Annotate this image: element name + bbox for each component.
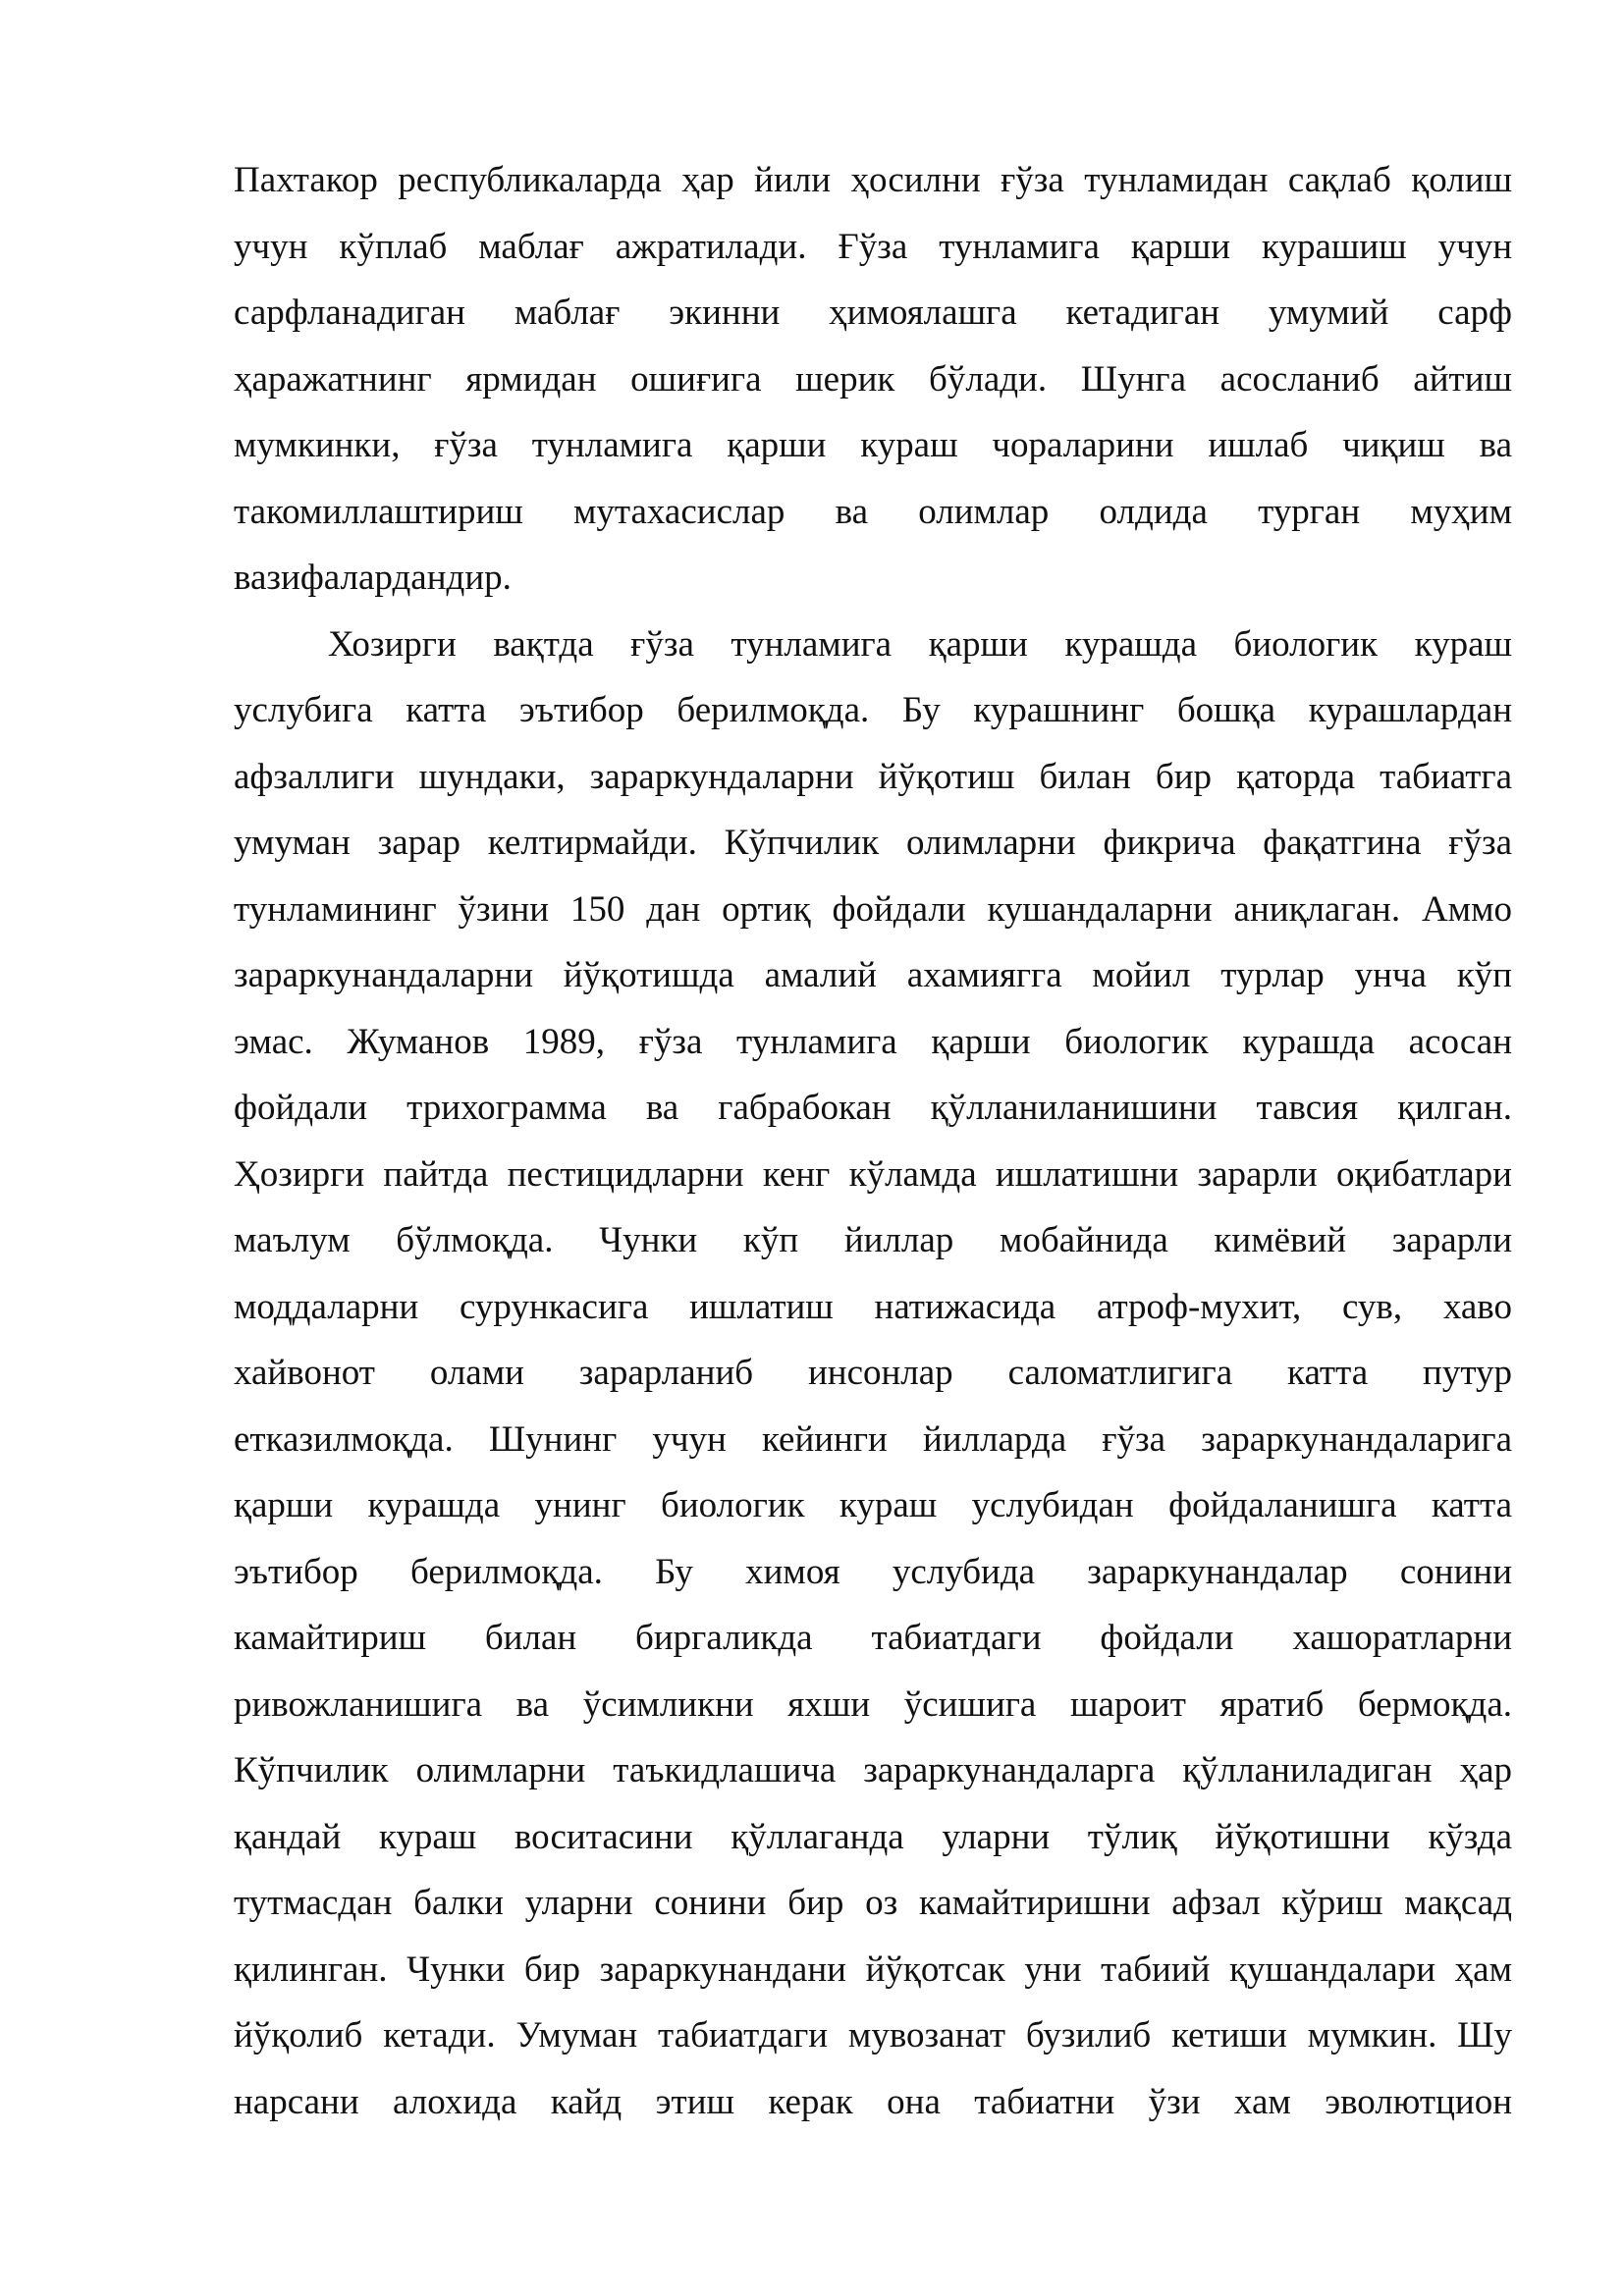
text-line: такомиллаштириш мутахасислар ва олимлар олдида турган муҳим [234,491,1512,532]
text-line: Пахтакор республикаларда ҳар йили ҳосилни ғўза тунламидан сақлаб қолиш [234,160,1512,200]
text-line: афзаллиги шундаки, зараркундаларни йўқотиш билан бир қаторда табиатга [234,756,1512,797]
text-line: умуман зарар келтирмайди. Кўпчилик олимларни фикрича фақатгина ғўза [234,823,1512,863]
text-line: услубига катта эътибор берилмоқда. Бу курашнинг бошқа курашлардан [234,690,1512,730]
text-line: нарсани алохида кайд этиш керак она табиатни ўзи хам эволютцион [234,2081,1512,2122]
text-line: қандай кураш воситасини қўллаганда уларни тўлиқ йўқотишни кўзда [234,1816,1512,1857]
text-line: зараркунандаларни йўқотишда амалий ахамиягга мойил турлар унча кўп [234,955,1512,995]
body-text [234,147,1512,2135]
text-line: тунламининг ўзини 150 дан ортиқ фойдали кушандаларни аниқлаган. Аммо [234,888,1512,930]
text-line: етказилмоқда. Шунинг учун кейинги йилларда ғўза зараркунандаларига [234,1418,1512,1460]
text-line: Ҳозирги пайтда пестицидларни кенг кўламда ишлатишни зарарли оқибатлари [234,1153,1512,1195]
text-line: Кўпчилик олимларни таъкидлашича зараркунандаларга қўлланиладиган ҳар [234,1750,1512,1790]
text-line: эътибор берилмоқда. Бу химоя услубида зараркунандалар сонини [234,1551,1512,1592]
text-line: Хозирги вақтда ғўза тунламига қарши курашда биологик кураш [328,623,1512,665]
text-line: хайвонот олами зарарланиб инсонлар саломатлигига катта путур [234,1353,1512,1393]
text-line: эмас. Жуманов 1989, ғўза тунламига қарши биологик курашда асосан [234,1021,1512,1062]
text-line: қарши курашда унинг биологик кураш услубидан фойдаланишга катта [234,1485,1512,1525]
text-line: вазифалардандир. [234,558,512,598]
text-line: сарфланадиган маблағ экинни ҳимоялашга кетадиган умумий сарф [234,293,1512,333]
text-line: тутмасдан балки уларни сонини бир оз камайтиришни афзал кўриш мақсад [234,1883,1512,1923]
text-line: мумкинки, ғўза тунламига қарши кураш чораларини ишлаб чиқиш ва [234,425,1512,465]
text-line: фойдали трихограмма ва габрабокан қўлланиланишини тавсия қилган. [234,1088,1512,1128]
text-line: маълум бўлмоқда. Чунки кўп йиллар мобайнида кимёвий зарарли [234,1220,1512,1260]
text-line: учун кўплаб маблағ ажратилади. Ғўза тунламига қарши курашиш учун [234,226,1512,267]
text-line: қилинган. Чунки бир зараркунандани йўқотсак уни табиий қушандалари ҳам [234,1949,1512,1990]
text-line: ривожланишига ва ўсимликни яхши ўсишига шароит яратиб бермоқда. [234,1683,1512,1725]
text-line: йўқолиб кетади. Умуман табиатдаги мувозанат бузилиб кетиши мумкин. Шу [234,2015,1512,2056]
text-line: камайтириш билан биргаликда табиатдаги фойдали хашоратларни [234,1618,1512,1658]
text-line: моддаларни сурункасига ишлатиш натижасида атроф-мухит, сув, хаво [234,1286,1512,1327]
text-line: ҳаражатнинг ярмидан ошиғига шерик бўлади. Шунга асосланиб айтиш [234,358,1512,400]
